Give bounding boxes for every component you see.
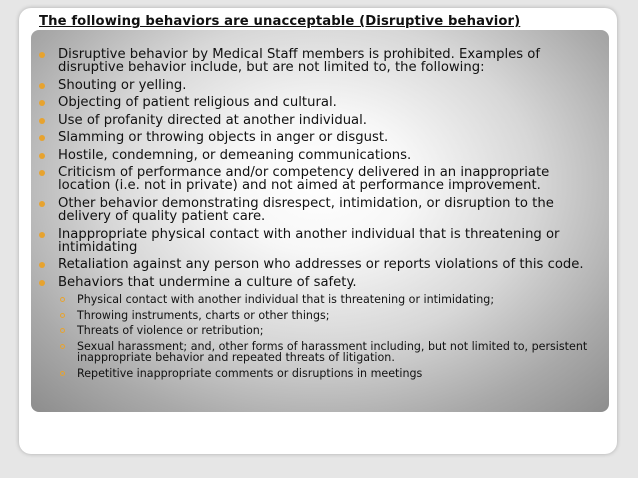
sub-bullet-item (58, 368, 599, 379)
bullet-text: Other behavior demonstrating disrespect, intimidation, or disruption to the delivery of quality patient care. (58, 195, 554, 225)
bullet-item (39, 48, 599, 74)
sub-bullet-item (58, 325, 599, 336)
bullet-text: Slamming or throwing objects in anger or disgust. (58, 130, 389, 146)
bullet-dot-icon (39, 52, 45, 58)
bullet-text: Use of profanity directed at another individual. (58, 112, 367, 128)
bullet-text: Objecting of patient religious and cultural. (58, 95, 337, 111)
bullet-text: Behaviors that undermine a culture of safety. (58, 274, 357, 290)
bullet-text: Shouting or yelling. (58, 77, 187, 93)
bullet-item (39, 79, 599, 92)
bullet-text: Retaliation against any person who addresses or reports violations of this code. (58, 257, 584, 273)
bullet-item (39, 276, 599, 379)
bullet-item (39, 166, 599, 192)
sub-bullet-text: Throwing instruments, charts or other things; (77, 308, 330, 322)
bullet-text: Inappropriate physical contact with another individual that is threatening or intimidating (58, 226, 560, 255)
bullet-text: Hostile, condemning, or demeaning communications. (58, 147, 412, 163)
bullet-dot-icon (39, 201, 45, 207)
bullet-dot-icon (39, 153, 45, 159)
ring-bullet-icon (60, 328, 65, 333)
sub-bullet-text: Sexual harassment; and, other forms of harassment including, but not limited to, persistent inappropriate behavior and repeated threats of litigation. (77, 339, 588, 365)
sub-bullet-item (58, 294, 599, 305)
bullet-dot-icon (39, 118, 45, 124)
bullet-dot-icon (39, 100, 45, 106)
bullet-dot-icon (39, 135, 45, 141)
bullet-item (39, 149, 599, 162)
bullet-item (39, 131, 599, 144)
sub-bullet-list (58, 294, 599, 379)
bullet-text: Disruptive behavior by Medical Staff members is prohibited. Examples of disruptive behavior include, but are not limited to, the following: (58, 47, 540, 76)
bullet-item (39, 197, 599, 223)
ring-bullet-icon (60, 371, 65, 376)
sub-bullet-text: Repetitive inappropriate comments or disruptions in meetings (77, 366, 423, 380)
ring-bullet-icon (60, 297, 65, 302)
bullet-text: Criticism of performance and/or competency delivered in an inappropriate location (i.e. not in private) and not aimed at performance improvement. (58, 165, 550, 194)
bullet-dot-icon (39, 280, 45, 286)
bullet-item (39, 96, 599, 109)
slide-title: The following behaviors are unacceptable (Disruptive behavior) (39, 14, 521, 29)
ring-bullet-icon (60, 313, 65, 318)
sub-bullet-text: Physical contact with another individual that is threatening or intimidating; (77, 293, 495, 307)
sub-bullet-item (58, 310, 599, 321)
sub-bullet-item (58, 341, 599, 364)
bullet-dot-icon (39, 83, 45, 89)
bullet-dot-icon (39, 262, 45, 268)
bullet-dot-icon (39, 170, 45, 176)
content-box (31, 30, 609, 412)
bullet-item (39, 114, 599, 127)
sub-bullet-text: Threats of violence or retribution; (77, 324, 264, 338)
bullet-list (39, 48, 599, 384)
bullet-item (39, 258, 599, 271)
ring-bullet-icon (60, 344, 65, 349)
bullet-item (39, 228, 599, 254)
bullet-dot-icon (39, 232, 45, 238)
